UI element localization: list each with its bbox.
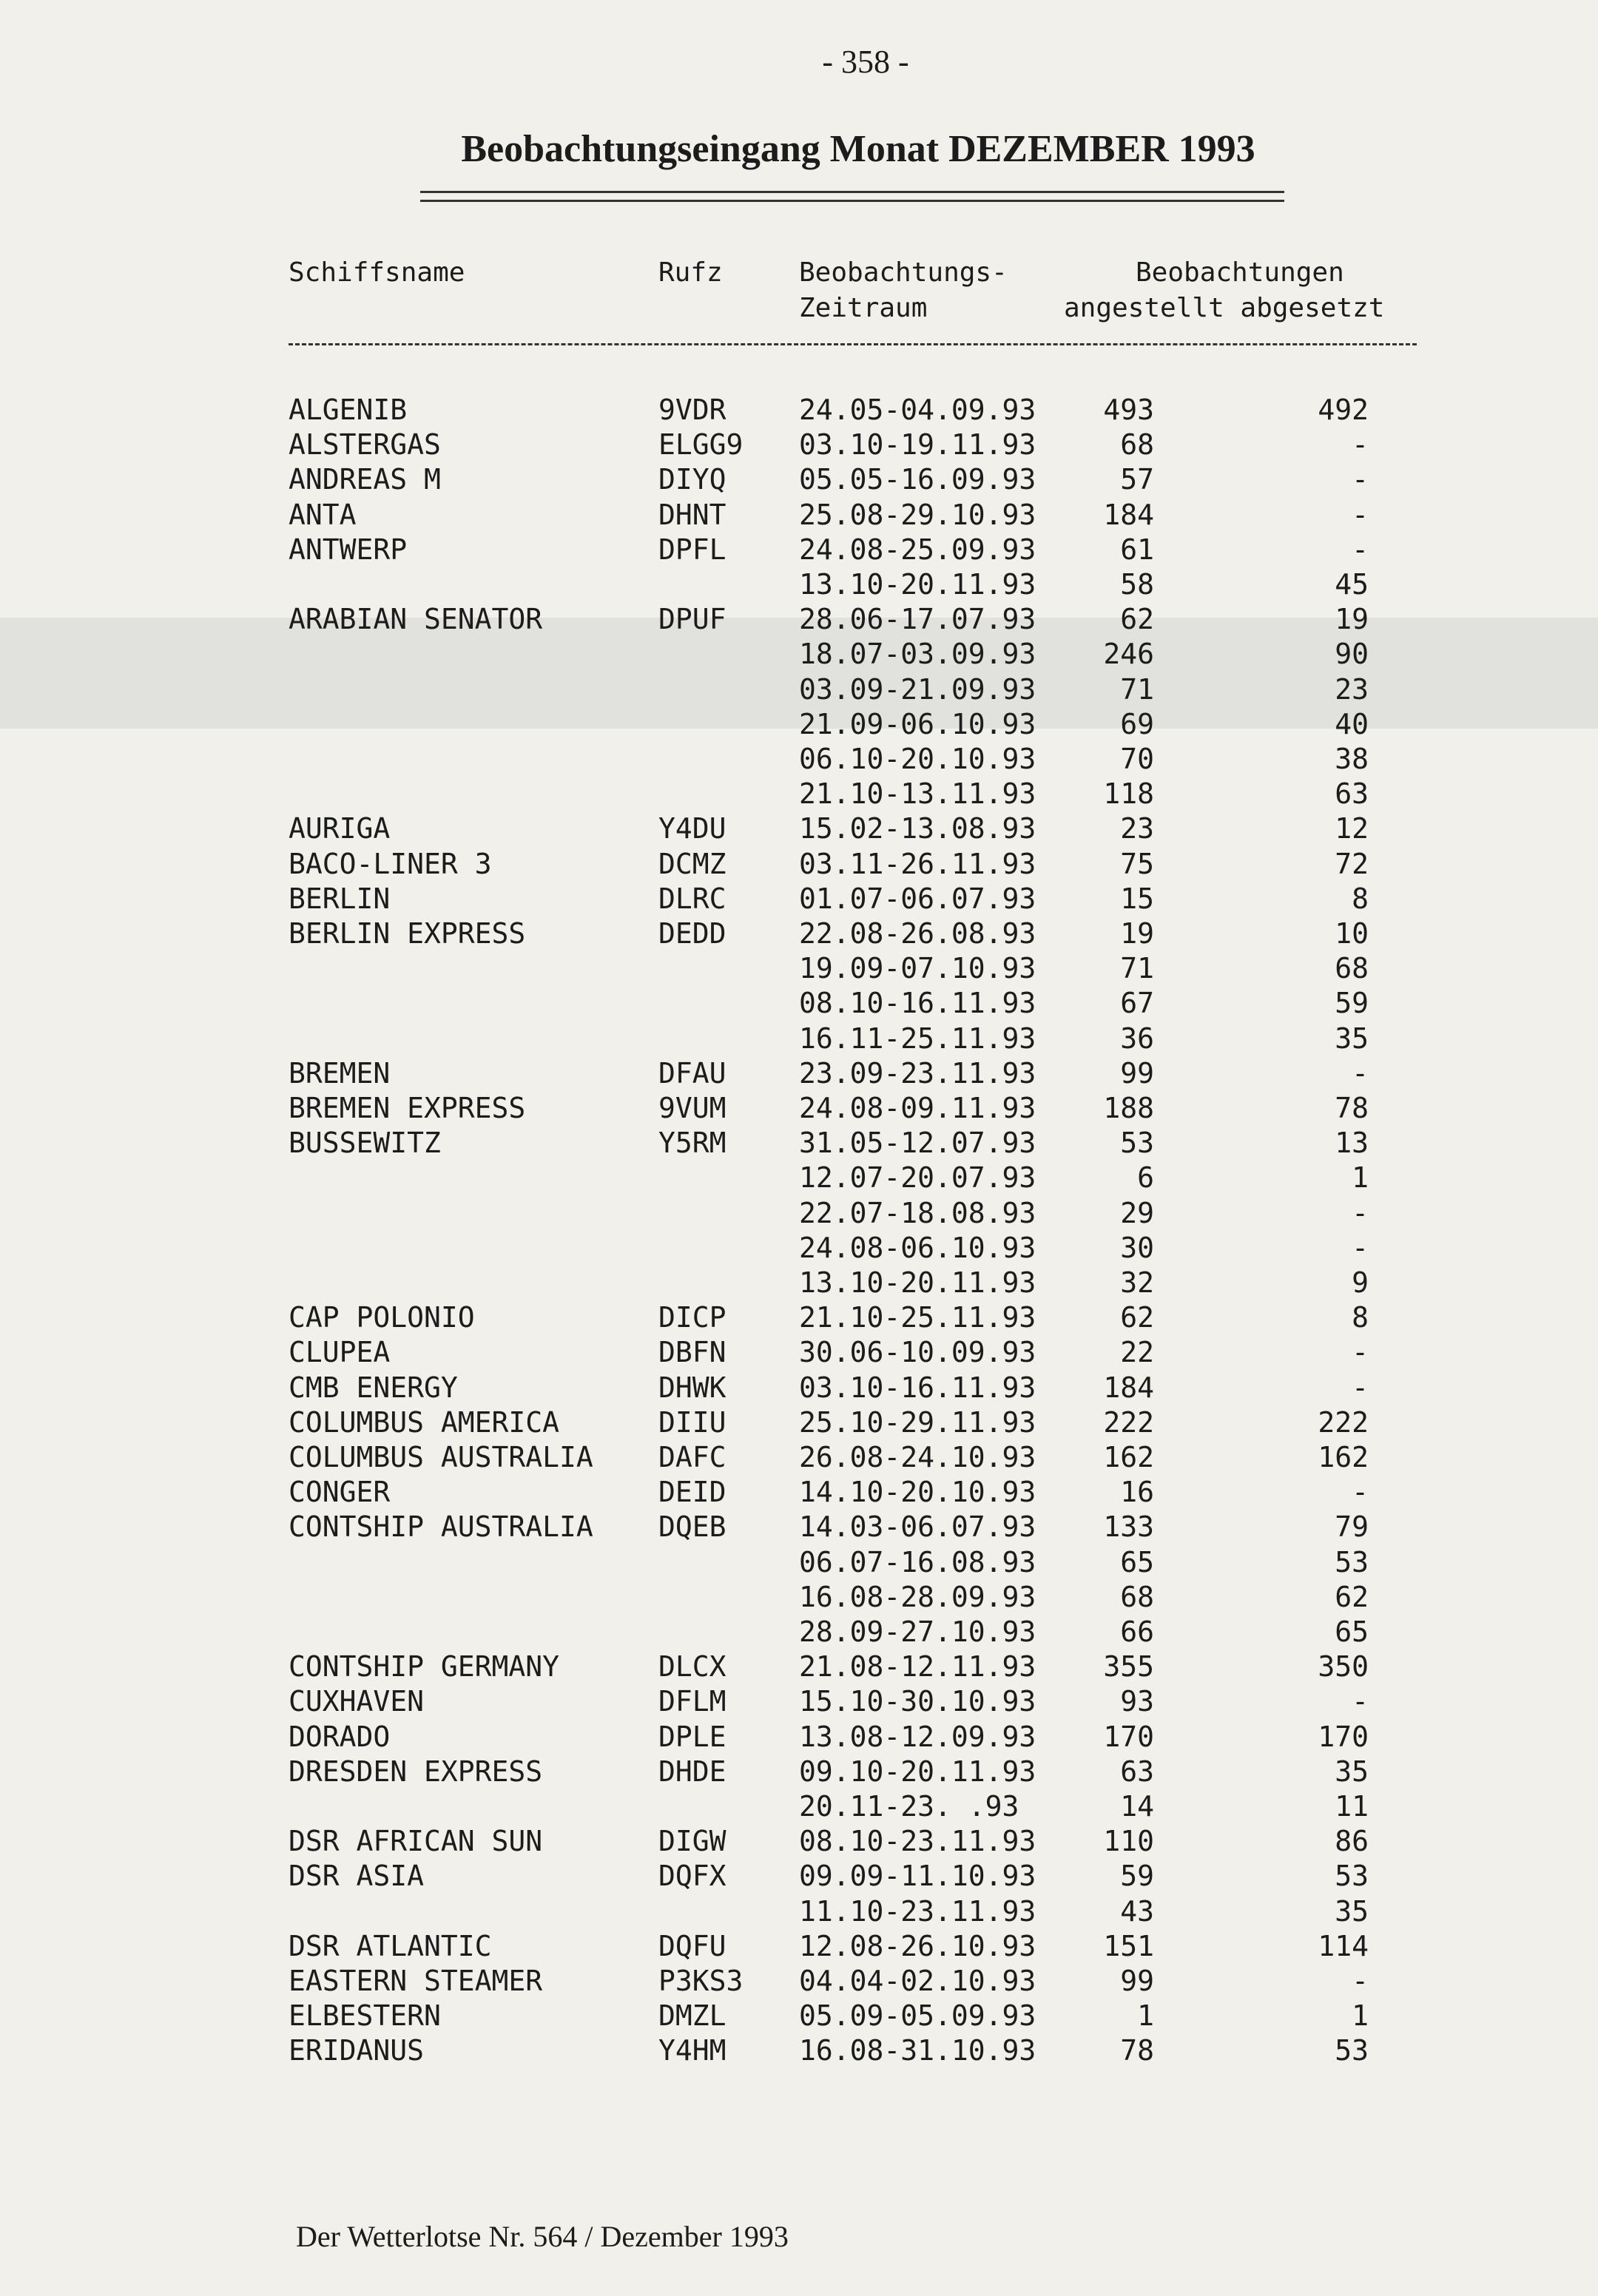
table-row [0,952,1598,986]
title-underline [420,191,1284,193]
table-row [0,708,1598,742]
ship-name-cell: CUXHAVEN [289,1685,425,1718]
period-cell: 16.08-28.09.93 [799,1581,1036,1613]
observations-made-cell: 184 [1103,1371,1154,1404]
period-cell: 24.08-25.09.93 [799,533,1036,566]
observations-sent-cell: 63 [1335,777,1369,810]
call-sign-cell: DHDE [658,1755,726,1788]
period-cell: 26.08-24.10.93 [799,1441,1036,1473]
observations-made-cell: 68 [1120,428,1154,461]
title-underline-2 [420,200,1284,202]
observations-made-cell: 162 [1103,1441,1154,1473]
observations-made-cell: 36 [1120,1022,1154,1055]
observations-made-cell: 63 [1120,1755,1154,1788]
observations-sent-cell: 53 [1335,2034,1369,2067]
observations-sent-cell: 40 [1335,708,1369,740]
call-sign-cell: DFLM [658,1685,726,1718]
period-cell: 13.10-20.11.93 [799,1266,1036,1299]
period-cell: 13.08-12.09.93 [799,1721,1036,1753]
observations-sent-cell: 1 [1352,1999,1369,2032]
observations-sent-cell: 162 [1318,1441,1369,1473]
period-cell: 09.09-11.10.93 [799,1860,1036,1892]
header-ship-name: Schiffsname [289,257,465,288]
observations-sent-cell: - [1352,1057,1369,1090]
period-cell: 21.09-06.10.93 [799,708,1036,740]
observations-made-cell: 69 [1120,708,1154,740]
observations-sent-cell: - [1352,463,1369,496]
observations-sent-cell: 1 [1352,1161,1369,1194]
observations-made-cell: 32 [1120,1266,1154,1299]
table-row [0,1022,1598,1056]
ship-name-cell: CMB ENERGY [289,1371,458,1404]
period-cell: 25.10-29.11.93 [799,1406,1036,1439]
ship-name-cell: BUSSEWITZ [289,1127,441,1159]
call-sign-cell: DHWK [658,1371,726,1404]
period-cell: 31.05-12.07.93 [799,1127,1036,1159]
table-row [0,917,1598,951]
observations-sent-cell: 8 [1352,1301,1369,1334]
observations-sent-cell: 222 [1318,1406,1369,1439]
period-cell: 08.10-23.11.93 [799,1825,1036,1857]
observations-made-cell: 58 [1120,568,1154,601]
ship-name-cell: CAP POLONIO [289,1301,475,1334]
observations-sent-cell: 62 [1335,1581,1369,1613]
observations-made-cell: 184 [1103,499,1154,531]
observations-made-cell: 71 [1120,952,1154,985]
observations-sent-cell: 59 [1335,987,1369,1019]
observations-made-cell: 62 [1120,603,1154,635]
period-cell: 25.08-29.10.93 [799,499,1036,531]
observations-made-cell: 1 [1137,1999,1154,2032]
table-row [0,1266,1598,1300]
observations-made-cell: 93 [1120,1685,1154,1718]
period-cell: 24.08-09.11.93 [799,1092,1036,1124]
observations-sent-cell: 12 [1335,812,1369,845]
observations-sent-cell: - [1352,1336,1369,1368]
table-row [0,987,1598,1021]
ship-name-cell: COLUMBUS AUSTRALIA [289,1441,593,1473]
call-sign-cell: 9VUM [658,1092,726,1124]
observations-sent-cell: 38 [1335,743,1369,775]
observations-made-cell: 59 [1120,1860,1154,1892]
observations-sent-cell: 350 [1318,1650,1369,1683]
call-sign-cell: Y5RM [658,1127,726,1159]
observations-made-cell: 23 [1120,812,1154,845]
observations-made-cell: 188 [1103,1092,1154,1124]
table-row [0,463,1598,497]
observations-made-cell: 19 [1120,917,1154,950]
period-cell: 03.10-16.11.93 [799,1371,1036,1404]
period-cell: 09.10-20.11.93 [799,1755,1036,1788]
header-observations-1: Beobachtungen [1136,257,1344,288]
observations-made-cell: 62 [1120,1301,1154,1334]
header-observations-2: angestellt abgesetzt [1064,293,1385,323]
table-row [0,1161,1598,1195]
observations-made-cell: 118 [1103,777,1154,810]
table-row [0,1615,1598,1650]
table-row [0,1406,1598,1440]
ship-name-cell: ARABIAN SENATOR [289,603,543,635]
table-row [0,499,1598,533]
table-row [0,777,1598,811]
observations-made-cell: 22 [1120,1336,1154,1368]
footer-citation: Der Wetterlotse Nr. 564 / Dezember 1993 [296,2220,789,2253]
ship-name-cell: BREMEN [289,1057,391,1090]
observations-sent-cell: - [1352,1197,1369,1229]
observations-sent-cell: 65 [1335,1615,1369,1648]
observations-made-cell: 222 [1103,1406,1154,1439]
call-sign-cell: DHNT [658,499,726,531]
call-sign-cell: DBFN [658,1336,726,1368]
table-row [0,1127,1598,1161]
period-cell: 21.08-12.11.93 [799,1650,1036,1683]
observations-made-cell: 14 [1120,1790,1154,1823]
ship-name-cell: DSR ASIA [289,1860,425,1892]
table-row [0,1371,1598,1405]
table-row [0,1895,1598,1929]
call-sign-cell: DPLE [658,1721,726,1753]
observations-made-cell: 75 [1120,848,1154,880]
call-sign-cell: DCMZ [658,848,726,880]
call-sign-cell: DFAU [658,1057,726,1090]
page-title: Beobachtungseingang Monat DEZEMBER 1993 [461,128,1255,170]
ship-name-cell: EASTERN STEAMER [289,1965,543,1997]
table-row [0,1581,1598,1615]
table-row [0,1755,1598,1789]
call-sign-cell: DEDD [658,917,726,950]
call-sign-cell: DLRC [658,882,726,915]
observations-sent-cell: 79 [1335,1510,1369,1543]
period-cell: 12.07-20.07.93 [799,1161,1036,1194]
table-row [0,1057,1598,1091]
table-row [0,568,1598,602]
call-sign-cell: DPUF [658,603,726,635]
period-cell: 08.10-16.11.93 [799,987,1036,1019]
observations-sent-cell: 11 [1335,1790,1369,1823]
call-sign-cell: P3KS3 [658,1965,744,1997]
table-row [0,848,1598,882]
table-row [0,1721,1598,1755]
period-cell: 22.07-18.08.93 [799,1197,1036,1229]
period-cell: 24.05-04.09.93 [799,394,1036,426]
observations-made-cell: 43 [1120,1895,1154,1928]
observations-made-cell: 170 [1103,1721,1154,1753]
period-cell: 20.11-23. .93 [799,1790,1019,1823]
observations-sent-cell: 23 [1335,673,1369,706]
period-cell: 06.07-16.08.93 [799,1546,1036,1578]
observations-made-cell: 30 [1120,1232,1154,1264]
period-cell: 14.03-06.07.93 [799,1510,1036,1543]
observations-made-cell: 61 [1120,533,1154,566]
call-sign-cell: DEID [658,1476,726,1508]
table-row [0,638,1598,672]
observations-made-cell: 78 [1120,2034,1154,2067]
table-row [0,1546,1598,1580]
table-row [0,1825,1598,1859]
table-row [0,1650,1598,1684]
table-row [0,1092,1598,1126]
call-sign-cell: Y4DU [658,812,726,845]
observations-sent-cell: - [1352,1685,1369,1718]
ship-name-cell: DRESDEN EXPRESS [289,1755,543,1788]
call-sign-cell: DQFU [658,1930,726,1962]
call-sign-cell: DIGW [658,1825,726,1857]
ship-name-cell: BERLIN [289,882,391,915]
period-cell: 15.10-30.10.93 [799,1685,1036,1718]
observations-sent-cell: - [1352,1476,1369,1508]
observations-made-cell: 493 [1103,394,1154,426]
observations-made-cell: 99 [1120,1057,1154,1090]
table-row [0,1510,1598,1544]
table-row [0,1232,1598,1266]
observations-made-cell: 16 [1120,1476,1154,1508]
observations-sent-cell: 78 [1335,1092,1369,1124]
observations-made-cell: 67 [1120,987,1154,1019]
observations-made-cell: 29 [1120,1197,1154,1229]
observations-made-cell: 246 [1103,638,1154,670]
table-row [0,812,1598,846]
period-cell: 03.11-26.11.93 [799,848,1036,880]
observations-sent-cell: - [1352,1232,1369,1264]
period-cell: 01.07-06.07.93 [799,882,1036,915]
table-row [0,1197,1598,1231]
period-cell: 14.10-20.10.93 [799,1476,1036,1508]
table-row [0,2034,1598,2068]
observations-sent-cell: 90 [1335,638,1369,670]
observations-made-cell: 53 [1120,1127,1154,1159]
table-row [0,1790,1598,1824]
call-sign-cell: DAFC [658,1441,726,1473]
header-period-2: Zeitraum [799,293,928,323]
period-cell: 13.10-20.11.93 [799,568,1036,601]
period-cell: 03.09-21.09.93 [799,673,1036,706]
observations-made-cell: 68 [1120,1581,1154,1613]
observations-sent-cell: 492 [1318,394,1369,426]
observations-sent-cell: 86 [1335,1825,1369,1857]
observations-sent-cell: 13 [1335,1127,1369,1159]
observations-sent-cell: 35 [1335,1022,1369,1055]
observations-made-cell: 71 [1120,673,1154,706]
observations-sent-cell: 45 [1335,568,1369,601]
period-cell: 18.07-03.09.93 [799,638,1036,670]
call-sign-cell: ELGG9 [658,428,744,461]
observations-made-cell: 70 [1120,743,1154,775]
observations-made-cell: 57 [1120,463,1154,496]
table-row [0,1685,1598,1719]
period-cell: 11.10-23.11.93 [799,1895,1036,1928]
observations-made-cell: 66 [1120,1615,1154,1648]
period-cell: 21.10-13.11.93 [799,777,1036,810]
period-cell: 15.02-13.08.93 [799,812,1036,845]
observations-made-cell: 110 [1103,1825,1154,1857]
observations-sent-cell: - [1352,1371,1369,1404]
observations-sent-cell: 8 [1352,882,1369,915]
call-sign-cell: DLCX [658,1650,726,1683]
period-cell: 12.08-26.10.93 [799,1930,1036,1962]
header-period-1: Beobachtungs- [799,257,1008,288]
call-sign-cell: DQEB [658,1510,726,1543]
observations-sent-cell: 9 [1352,1266,1369,1299]
table-row [0,428,1598,462]
call-sign-cell: DICP [658,1301,726,1334]
ship-name-cell: ALGENIB [289,394,408,426]
table-row [0,1930,1598,1964]
observations-sent-cell: 53 [1335,1546,1369,1578]
table-row [0,743,1598,777]
observations-sent-cell: 10 [1335,917,1369,950]
observations-sent-cell: 72 [1335,848,1369,880]
period-cell: 16.11-25.11.93 [799,1022,1036,1055]
period-cell: 28.06-17.07.93 [799,603,1036,635]
ship-name-cell: BREMEN EXPRESS [289,1092,526,1124]
period-cell: 24.08-06.10.93 [799,1232,1036,1264]
observations-sent-cell: 19 [1335,603,1369,635]
period-cell: 04.04-02.10.93 [799,1965,1036,1997]
ship-name-cell: BERLIN EXPRESS [289,917,526,950]
observations-sent-cell: 35 [1335,1895,1369,1928]
table-row [0,533,1598,567]
observations-sent-cell: - [1352,533,1369,566]
period-cell: 30.06-10.09.93 [799,1336,1036,1368]
table-row [0,1301,1598,1335]
period-cell: 16.08-31.10.93 [799,2034,1036,2067]
header-call-sign: Rufz [658,257,723,288]
ship-name-cell: CONTSHIP GERMANY [289,1650,560,1683]
call-sign-cell: Y4HM [658,2034,726,2067]
ship-name-cell: ANTWERP [289,533,408,566]
ship-name-cell: ERIDANUS [289,2034,425,2067]
observations-made-cell: 151 [1103,1930,1154,1962]
observations-sent-cell: 170 [1318,1721,1369,1753]
ship-name-cell: CONTSHIP AUSTRALIA [289,1510,593,1543]
observations-sent-cell: - [1352,1965,1369,1997]
period-cell: 19.09-07.10.93 [799,952,1036,985]
call-sign-cell: 9VDR [658,394,726,426]
ship-name-cell: DORADO [289,1721,391,1753]
call-sign-cell: DQFX [658,1860,726,1892]
ship-name-cell: ALSTERGAS [289,428,441,461]
table-row [0,882,1598,916]
ship-name-cell: COLUMBUS AMERICA [289,1406,560,1439]
ship-name-cell: CLUPEA [289,1336,391,1368]
period-cell: 21.10-25.11.93 [799,1301,1036,1334]
table-row [0,394,1598,428]
period-cell: 05.05-16.09.93 [799,463,1036,496]
period-cell: 28.09-27.10.93 [799,1615,1036,1648]
observations-made-cell: 355 [1103,1650,1154,1683]
ship-name-cell: DSR ATLANTIC [289,1930,492,1962]
observations-sent-cell: 68 [1335,952,1369,985]
period-cell: 22.08-26.08.93 [799,917,1036,950]
table-row [0,1860,1598,1894]
observations-made-cell: 6 [1137,1161,1154,1194]
ship-name-cell: CONGER [289,1476,391,1508]
period-cell: 03.10-19.11.93 [799,428,1036,461]
table-row [0,673,1598,707]
call-sign-cell: DIYQ [658,463,726,496]
table-row [0,1441,1598,1475]
table-row [0,1965,1598,1999]
call-sign-cell: DIIU [658,1406,726,1439]
table-row [0,1999,1598,2033]
observations-made-cell: 15 [1120,882,1154,915]
observations-sent-cell: - [1352,428,1369,461]
ship-name-cell: AURIGA [289,812,391,845]
call-sign-cell: DMZL [658,1999,726,2032]
ship-name-cell: DSR AFRICAN SUN [289,1825,543,1857]
period-cell: 06.10-20.10.93 [799,743,1036,775]
observations-sent-cell: 114 [1318,1930,1369,1962]
ship-name-cell: ANTA [289,499,357,531]
table-row [0,603,1598,637]
ship-name-cell: ANDREAS M [289,463,441,496]
period-cell: 05.09-05.09.93 [799,1999,1036,2032]
observations-sent-cell: 53 [1335,1860,1369,1892]
observations-made-cell: 99 [1120,1965,1154,1997]
observations-made-cell: 65 [1120,1546,1154,1578]
observations-made-cell: 133 [1103,1510,1154,1543]
table-row [0,1476,1598,1510]
page-number: - 358 - [822,44,909,80]
period-cell: 23.09-23.11.93 [799,1057,1036,1090]
ship-name-cell: BACO-LINER 3 [289,848,492,880]
observations-sent-cell: 35 [1335,1755,1369,1788]
table-row [0,1336,1598,1370]
header-divider [289,343,1417,345]
call-sign-cell: DPFL [658,533,726,566]
ship-name-cell: ELBESTERN [289,1999,441,2032]
observations-sent-cell: - [1352,499,1369,531]
